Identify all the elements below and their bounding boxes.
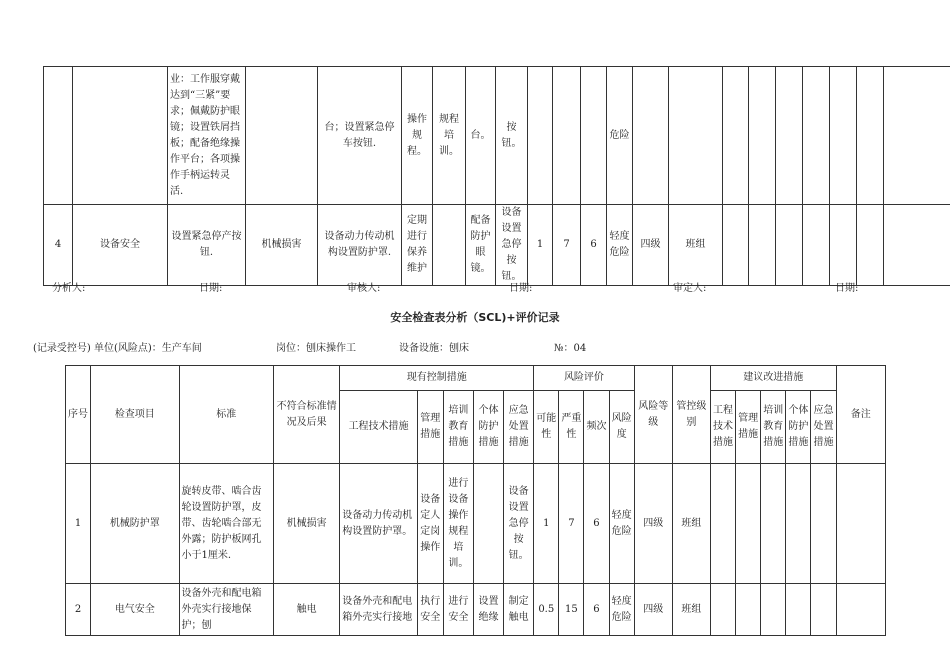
cell-level: 轻度危险 — [609, 464, 634, 584]
cell-possibility: 0.5 — [534, 584, 559, 636]
header-s-emerg: 应急处置措施 — [811, 391, 836, 464]
cell-ppe: 台。 — [466, 67, 496, 205]
date-label: 日期: — [509, 283, 533, 294]
cell-nonconf: 触电 — [273, 584, 339, 636]
cell-standard: 设备外壳和配电箱外壳实行接地保护；刨 — [179, 584, 273, 636]
cell-s-eng — [711, 584, 736, 636]
cell-grade: 四级 — [634, 464, 672, 584]
cell-s-mgmt — [749, 205, 776, 286]
cell-s-eng — [723, 67, 749, 205]
cell-s-emerg — [811, 584, 836, 636]
cell-s-train — [761, 584, 786, 636]
cell-grade — [633, 67, 669, 205]
cell-frequency — [581, 67, 607, 205]
cell-emerg: 按钮。 — [496, 67, 528, 205]
header-risk-eval: 风险评价 — [534, 366, 634, 391]
cell-level: 危险 — [607, 67, 633, 205]
cell-s-emerg — [830, 205, 857, 286]
cell-grade: 四级 — [633, 205, 669, 286]
cell-train: 进行设备操作规程培训。 — [443, 464, 473, 584]
cell-nonconf: 机械损害 — [246, 205, 318, 286]
page-title: 安全检查表分析（SCL)+评价记录 — [390, 311, 560, 324]
cell-eng: 设备动力传动机构设置防护罩. — [318, 205, 402, 286]
header-emerg: 应急处置措施 — [504, 391, 534, 464]
header-train: 培训教育措施 — [443, 391, 473, 464]
header-row — [66, 366, 886, 391]
cell-severity: 7 — [553, 205, 581, 286]
header-risk-grade: 风险等级 — [634, 366, 672, 464]
header-eng: 工程技术措施 — [340, 391, 417, 464]
table-row — [66, 464, 886, 584]
header-s-ppe: 个体防护措施 — [786, 391, 811, 464]
header-s-mgmt: 管理措施 — [736, 391, 761, 464]
date-label: 日期: — [835, 283, 859, 294]
cell-mgmt: 操作规程。 — [402, 67, 433, 205]
cell-s-mgmt — [749, 67, 776, 205]
header-standard: 标准 — [179, 366, 273, 464]
header-severity: 严重性 — [559, 391, 584, 464]
scl-table-continuation — [43, 66, 950, 286]
cell-s-ppe — [786, 584, 811, 636]
cell-s-train — [776, 205, 803, 286]
cell-control: 班组 — [672, 584, 710, 636]
cell-nonconf: 机械损害 — [273, 464, 339, 584]
cell-s-train — [776, 67, 803, 205]
cell-no — [44, 67, 73, 205]
cell-train: 规程培训。 — [433, 67, 466, 205]
date-label: 日期: — [199, 283, 223, 294]
cell-possibility: 1 — [528, 205, 553, 286]
cell-s-train — [761, 464, 786, 584]
cell-level: 轻度危险 — [607, 205, 633, 286]
cell-remarks — [836, 464, 885, 584]
cell-remarks — [836, 584, 885, 636]
header-s-eng: 工程技术措施 — [711, 391, 736, 464]
cell-standard: 设置紧急停产按钮. — [168, 205, 246, 286]
cell-mgmt: 设备定人定岗操作 — [417, 464, 443, 584]
approver-label: 审定人: — [673, 283, 707, 294]
cell-item — [73, 67, 168, 205]
cell-remarks — [884, 205, 950, 286]
cell-no: 1 — [66, 464, 91, 584]
cell-s-ppe — [786, 464, 811, 584]
cell-mgmt: 执行安全 — [417, 584, 443, 636]
cell-item: 机械防护罩 — [91, 464, 179, 584]
cell-emerg: 设备设置急停按钮。 — [496, 205, 528, 286]
cell-s-mgmt — [736, 584, 761, 636]
cell-s-ppe — [803, 205, 830, 286]
table-row — [66, 584, 886, 636]
cell-emerg: 设备设置急停按钮。 — [504, 464, 534, 584]
cell-standard: 旋转皮带、啮合齿轮设置防护罩，皮带、齿轮啮合部无外露；防护板网孔小于1厘米. — [179, 464, 273, 584]
cell-s-emerg — [811, 464, 836, 584]
cell-frequency: 6 — [584, 464, 609, 584]
record-number: №：04 — [554, 343, 587, 354]
cell-s-eng — [723, 205, 749, 286]
cell-emerg: 制定触电 — [504, 584, 534, 636]
cell-eng: 设备外壳和配电箱外壳实行接地 — [340, 584, 417, 636]
cell-s-ppe — [803, 67, 830, 205]
analyst-label: 分析人: — [52, 283, 86, 294]
header-suggested-measures: 建议改进措施 — [711, 366, 837, 391]
cell-control: 班组 — [672, 464, 710, 584]
header-ppe: 个体防护措施 — [473, 391, 503, 464]
cell-possibility: 1 — [534, 464, 559, 584]
cell-mgmt: 定期进行保养维护 — [402, 205, 433, 286]
header-s-train: 培训教育措施 — [761, 391, 786, 464]
reviewer-label: 审核人: — [347, 283, 381, 294]
header-risk-degree: 风险度 — [609, 391, 634, 464]
cell-control: 班组 — [669, 205, 723, 286]
header-item: 检查项目 — [91, 366, 179, 464]
cell-frequency: 6 — [581, 205, 607, 286]
cell-level: 轻度危险 — [609, 584, 634, 636]
cell-ppe — [473, 464, 503, 584]
record-unit-info: (记录受控号) 单位(风险点)：生产车间 — [33, 343, 202, 354]
cell-eng: 台；设置紧急停车按钮. — [318, 67, 402, 205]
cell-nonconf — [246, 67, 318, 205]
cell-train: 进行安全 — [443, 584, 473, 636]
header-nonconf: 不符合标准情况及后果 — [273, 366, 339, 464]
cell-eng: 设备动力传动机构设置防护罩。 — [340, 464, 417, 584]
cell-item: 设备安全 — [73, 205, 168, 286]
table-row — [44, 205, 950, 286]
cell-frequency: 6 — [584, 584, 609, 636]
post-info: 岗位：刨床操作工 — [276, 343, 356, 354]
header-existing-measures: 现有控制措施 — [340, 366, 534, 391]
table-row — [44, 67, 950, 205]
cell-extra — [857, 67, 884, 205]
cell-s-eng — [711, 464, 736, 584]
header-no: 序号 — [66, 366, 91, 464]
scl-table — [65, 365, 886, 636]
cell-train — [433, 205, 466, 286]
cell-s-mgmt — [736, 464, 761, 584]
cell-ppe: 配备防护眼镜。 — [466, 205, 496, 286]
cell-grade: 四级 — [634, 584, 672, 636]
cell-ppe: 设置绝缘 — [473, 584, 503, 636]
cell-possibility — [528, 67, 553, 205]
cell-severity: 15 — [559, 584, 584, 636]
cell-remarks — [884, 67, 950, 205]
header-frequency: 频次 — [584, 391, 609, 464]
header-possibility: 可能性 — [534, 391, 559, 464]
cell-control — [669, 67, 723, 205]
cell-no: 4 — [44, 205, 73, 286]
cell-severity: 7 — [559, 464, 584, 584]
cell-extra — [857, 205, 884, 286]
equipment-info: 设备设施：刨床 — [399, 343, 469, 354]
cell-standard: 业：工作服穿戴达到“三紧”要求；佩戴防护眼镜；设置铁屑挡板；配备绝缘操作平台；各项操作手柄运转灵活. — [168, 67, 246, 205]
header-remarks: 备注 — [836, 366, 885, 464]
cell-severity — [553, 67, 581, 205]
header-mgmt: 管理措施 — [417, 391, 443, 464]
cell-no: 2 — [66, 584, 91, 636]
cell-item: 电气安全 — [91, 584, 179, 636]
header-control-level: 管控级别 — [672, 366, 710, 464]
cell-s-emerg — [830, 67, 857, 205]
